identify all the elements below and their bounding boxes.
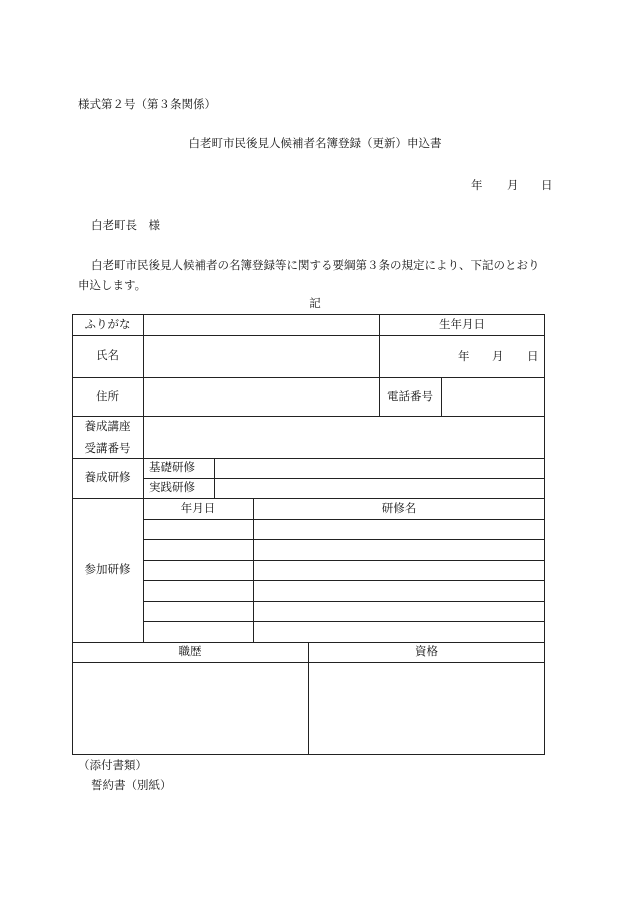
career-input[interactable]	[73, 663, 308, 754]
course-number-label	[72, 416, 143, 458]
furigana-input[interactable]	[144, 315, 379, 335]
course-number-label-line-1: 養成講座	[84, 419, 131, 433]
name-input[interactable]	[144, 336, 379, 377]
participation-label: 参加研修	[84, 562, 131, 577]
attachments-heading: （添付書類）	[78, 758, 147, 772]
furigana-label: ふりがな	[84, 316, 131, 331]
course-number-input[interactable]	[144, 417, 544, 458]
qualification-label: 資格	[415, 644, 438, 659]
qualification-input[interactable]	[309, 663, 544, 754]
intro-text-line-2: 申込します。	[78, 278, 147, 292]
name-label: 氏名	[96, 348, 119, 363]
document-title: 白老町市民後見人候補者名簿登録（更新）申込書	[188, 136, 442, 150]
application-table	[72, 314, 545, 755]
career-label: 職歴	[178, 644, 202, 659]
date-day-label: 日	[541, 178, 553, 192]
intro-text-line-1: 白老町市民後見人候補者の名簿登録等に関する要綱第３条の規定により、下記のとおり	[91, 258, 540, 272]
course-number-label-line-2: 受講番号	[84, 441, 131, 455]
birthdate-label: 生年月日	[439, 316, 485, 331]
addressee: 白老町長 様	[91, 218, 160, 232]
practical-training-input[interactable]	[215, 479, 544, 498]
address-label: 住所	[96, 388, 119, 403]
practical-training-label: 実践研修	[149, 480, 195, 495]
ki-heading: 記	[309, 296, 321, 310]
basic-training-label: 基礎研修	[149, 460, 195, 475]
phone-label: 電話番号	[387, 388, 433, 403]
address-input[interactable]	[144, 378, 379, 416]
attachment-item: 誓約書（別紙）	[91, 778, 172, 792]
training-name-column-header: 研修名	[381, 500, 417, 515]
date-month-label: 月	[507, 178, 519, 192]
basic-training-input[interactable]	[215, 459, 544, 478]
training-label: 養成研修	[84, 470, 131, 485]
date-year-label: 年	[471, 178, 483, 192]
phone-input[interactable]	[442, 378, 544, 416]
form-number: 様式第２号（第３条関係）	[78, 97, 216, 111]
birth-month-label: 月	[492, 349, 504, 363]
birth-year-label: 年	[458, 349, 470, 363]
date-column-header: 年月日	[180, 500, 216, 515]
birth-day-label: 日	[527, 349, 539, 363]
